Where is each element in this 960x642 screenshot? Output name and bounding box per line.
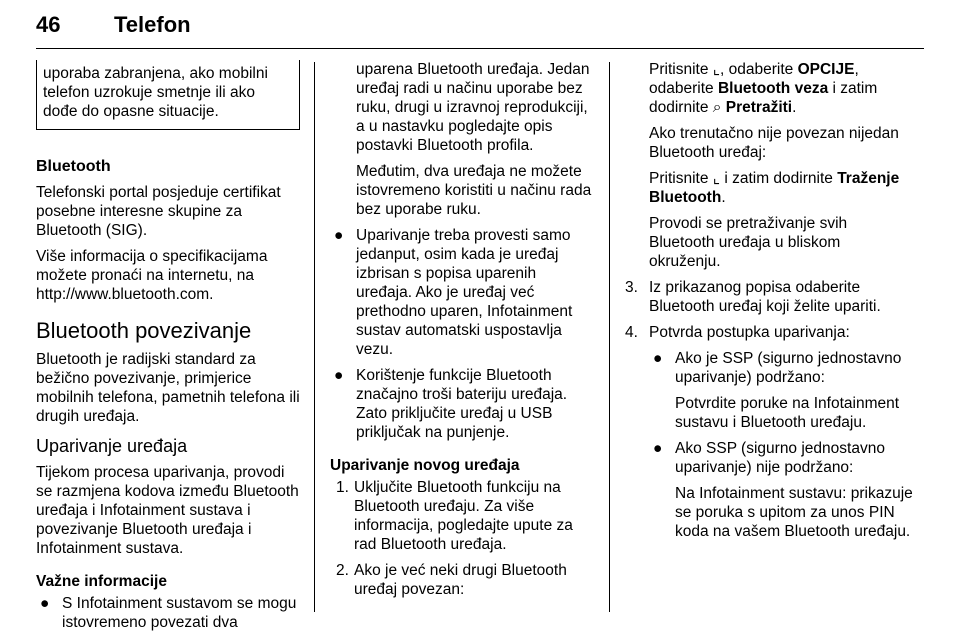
important-heading: Važne informacije [36,573,167,590]
step-1 [330,478,595,554]
bluetooth-paragraph-2: Više informacija o specifikacijama možete pronaći na internetu, na http://www.bluetooth.com. [36,248,268,303]
step-text: Iz prikazanog popisa odaberite Bluetooth uređaj koji želite upariti. [649,279,881,315]
column-2 [330,60,595,606]
step-2 [330,561,595,599]
connection-heading: Bluetooth povezivanje [36,318,252,343]
phone-icon: ⌞ [712,170,721,187]
list-item [649,439,915,477]
bullet-icon: ● [653,440,663,457]
bluetooth-connection-label: Bluetooth veza [717,80,829,97]
step-2-instruction-d: Provodi se pretraživanje svih Bluetooth uređaja u bliskom okruženju. [649,215,848,270]
bullet-text: S Infotainment sustavom se mogu istovremeno povezati dva [62,595,297,631]
search-label: Pretražiti [725,99,793,116]
bullet-icon: ● [653,350,663,367]
header-rule [36,48,924,49]
step-text: Uključite Bluetooth funkciju na Bluetooth uređaju. Za više informacija, pogledajte upute za rad Bluetooth uređaja. [354,479,573,553]
search-icon: ⌕ [712,99,722,116]
instruction-text: . [721,189,726,206]
warning-box [36,60,300,130]
bullet-icon: ● [40,595,50,612]
bullet-text: Ako SSP (sigurno jednostavno uparivanje) nije podržano: [675,440,885,476]
bullet-text: Uparivanje treba provesti samo jedanput, osim kada je uređaj izbrisan s popisa uparenih uređaja. Ako je uređaj već prethodno uparen, Infotainment sustav automatski uspostavlja vezu. [356,227,573,358]
step-4 [625,323,915,342]
bullet-text: Korištenje funkcije Bluetooth značajno troši bateriju uređaja. Zato priključite uređaj u USB priključak na punjenje. [356,367,568,441]
page-title: Telefon [114,12,191,37]
column-1 [36,60,300,639]
step-2-instruction-b: Ako trenutačno nije povezan nijedan Bluetooth uređaj: [649,125,899,161]
column-3 [625,60,915,548]
step-number: 1. [336,479,349,496]
bluetooth-heading: Bluetooth [36,158,111,175]
column-divider-1 [314,62,315,612]
step-number: 2. [336,562,349,579]
bullet-continuation-2: Međutim, dva uređaja ne možete istovremeno koristiti u načinu rada bez uporabe ruku. [356,163,592,218]
step-2-instruction-c [625,169,915,207]
step-number: 4. [625,324,638,341]
bluetooth-search-label: Traženje Bluetooth [649,170,900,206]
step-number: 3. [625,279,638,296]
phone-icon: ⌞ [712,61,721,78]
bullet-icon: ● [334,227,344,244]
instruction-text: . [792,99,797,116]
warning-text: uporaba zabranjena, ako mobilni telefon uzrokuje smetnje ili ako dođe do opasne situacije. [43,65,268,120]
page-header [0,0,960,52]
list-item [330,366,595,442]
instruction-text: Pritisnite [649,170,709,187]
step-3 [625,278,915,316]
pairing-paragraph: Tijekom procesa uparivanja, provodi se razmjena kodova između Bluetooth uređaja i Infotainment sustava i povezivanje Bluetooth uređaja i Infotainment sustava. [36,464,299,557]
new-device-heading: Uparivanje novog uređaja [330,457,520,474]
bullet-continuation: Potvrdite poruke na Infotainment sustavu i Bluetooth uređaju. [675,395,900,431]
instruction-text: , odaberite [720,61,794,78]
bullet-text: Ako je SSP (sigurno jednostavno uparivanje) podržano: [675,350,902,386]
list-item [36,594,300,632]
list-item [330,226,595,359]
options-label: OPCIJE [797,61,855,78]
column-divider-2 [609,62,610,612]
instruction-text: Pritisnite [649,61,709,78]
pairing-heading: Uparivanje uređaja [36,436,188,456]
step-2-instruction-a [625,60,915,117]
bullet-icon: ● [334,367,344,384]
step-text: Ako je već neki drugi Bluetooth uređaj povezan: [354,562,567,598]
connection-paragraph: Bluetooth je radijski standard za bežično povezivanje, primjerice mobilnih telefona, pametnih telefona ili drugih uređaja. [36,351,300,425]
instruction-text: i zatim dodirnite [649,80,878,116]
page-number: 46 [36,12,61,37]
bluetooth-paragraph-1: Telefonski portal posjeduje certifikat posebne interesne skupine za Bluetooth (SIG). [36,184,281,239]
bullet-continuation: uparena Bluetooth uređaja. Jedan uređaj radi u načinu uporabe bez ruku, drugi u izravnoj reprodukciji, a u nastavku pogledajte opis postavki Bluetooth profila. [356,61,590,154]
bullet-continuation: Na Infotainment sustavu: prikazuje se poruka s upitom za unos PIN koda na vašem Bluetooth uređaju. [675,485,913,540]
step-text: Potvrda postupka uparivanja: [649,324,850,341]
list-item [649,349,915,387]
instruction-text: , odaberite [649,61,859,97]
instruction-text: i zatim dodirnite [724,170,833,187]
